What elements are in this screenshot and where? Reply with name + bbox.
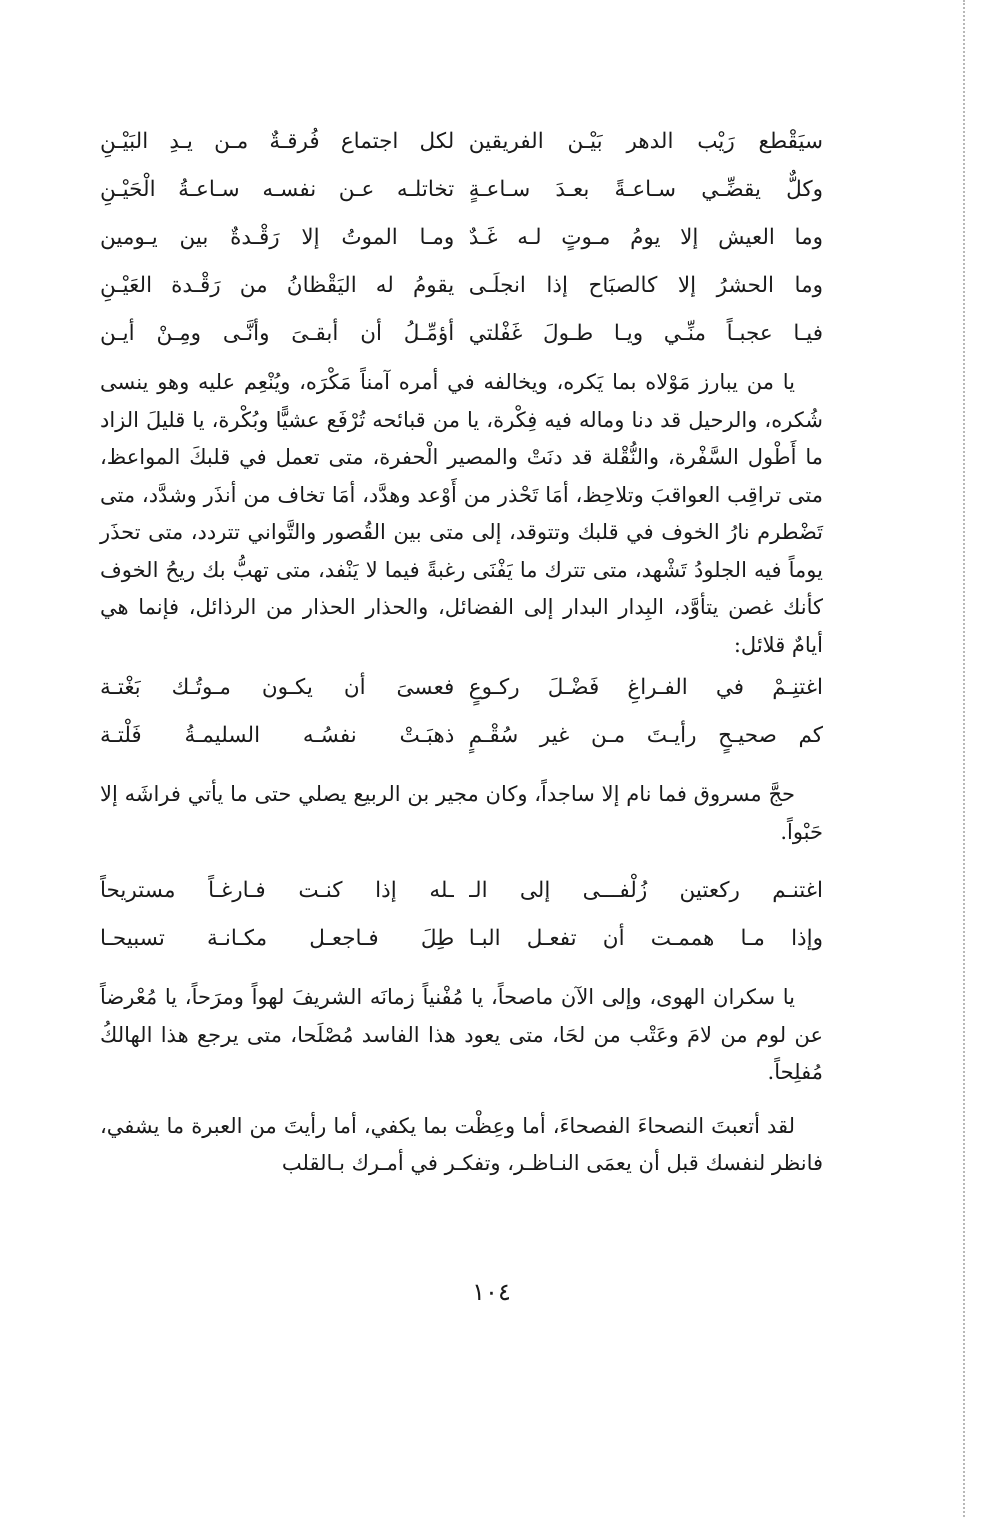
- spacer: [100, 1092, 823, 1108]
- verse-second-hemistich: يقومُ له اليَقْظانُ من رَقْـدة العَيْـنِ: [100, 273, 455, 298]
- verse-line: [100, 712, 823, 760]
- verse-first-hemistich: وإذا مـا هممـت أن تفعـل البـا: [468, 926, 823, 951]
- verse-line: [100, 166, 823, 214]
- verse-first-hemistich: وما العيش إلا يومُ مـوتٍ لـه غَـدٌ: [468, 225, 823, 250]
- spacer: [100, 760, 823, 776]
- verse-line: [100, 664, 823, 712]
- verse-first-hemistich: اغتنـم ركعتين زُلْفـــى إلى الـ: [468, 878, 823, 903]
- verse-second-hemistich: فعسىَ أن يكـون مـوتُـك بَغْتـة: [100, 675, 455, 700]
- prose-paragraph-3: يا سكران الهوى، وإلى الآن ماصحاً، يا مُفْنياً زمانَه الشريفَ لهواً ومرَحاً، يا مُعْرضاً عن لوم من لامَ وعَتْب من لحَا، متى يعود هذا الفاسد مُصْلَحا، متى يرجع هذا الهالكُ مُفلِحاً.: [100, 985, 823, 1084]
- verse-first-hemistich: وما الحشرُ إلا كالصبَاح إذا انجلَـى: [468, 273, 823, 298]
- page-number: ١٠٤: [472, 1278, 511, 1306]
- verse-line: [100, 867, 823, 915]
- verse-second-hemistich: لكل اجتماع فُرقـةٌ مـن يـدِ البَيْـنِ: [100, 129, 455, 154]
- poem-stanza-1: [100, 118, 823, 358]
- verse-line: [100, 214, 823, 262]
- verse-line: [100, 310, 823, 358]
- prose-paragraph-1: يا من يبارز مَوْلاه بما يَكره، ويخالفه في أمره آمناً مَكْرَه، ويُنْعِم عليه وهو ينسى شُكره، والرحيل قد دنا وماله فيه فِكْرة، يا من قبائحه تُرْفَع عشيًّا وبُكْرة، يا قليلَ الزاد ما أَطْول السَّفْرة، والنُّقْلة قد دنَتْ والمصير الْحفرة، متى تعمل في قلبكَ المواعظ، متى تراقِب العواقبَ وتلاحِظ، أمَا تَحْذر من أَوْعد وهدَّد، أمَا تخاف من أنذَر وشدَّد، متى تَضْطرم نارُ الخوف في قلبك وتتوقد، إلى متى بين القُصور والتَّواني تتردد، متى تحذَر يوماً فيه الجلودُ تَشْهد، متى تترك ما يَفْنَى رغبةً فيما لا يَنْفد، متى تهبُّ بك ريحُ الخوف كأنك غصن يتأوَّد، البِدار البدار إلى الفضائل، والحذار الحذار من الرذائل، فإنما هي أيامٌ قلائل:: [100, 370, 823, 657]
- verse-second-hemistich: ـله إذا كنـت فـارغـاً مستريحاً: [100, 878, 455, 903]
- verse-first-hemistich: سيَقْطع رَيْب الدهر بَيْـن الفريقين: [468, 129, 823, 154]
- verse-first-hemistich: فيـا عجبـاً منِّـي ويـا طـولَ غَفْلتي: [468, 321, 823, 346]
- verse-line: [100, 262, 823, 310]
- verse-second-hemistich: تخاتلـه عـن نفسـه سـاعـةُ الْحَيْـنِ: [100, 177, 455, 202]
- verse-second-hemistich: ومـا الموتُ إلا رَقْـدةٌ بين يـومين: [100, 225, 455, 250]
- poem-stanza-3: [100, 867, 823, 963]
- spacer: [100, 851, 823, 867]
- verse-second-hemistich: ذهبَـتْ نفسُـه السليمـةُ فَلْتـة: [100, 723, 455, 748]
- verse-second-hemistich: طِلَ فـاجعـل مكـانـة تسبيحـا: [100, 926, 455, 951]
- poem-stanza-2: [100, 664, 823, 760]
- verse-second-hemistich: أؤمِّـلُ أن أبقـىَ وأنَّـى ومِـنْ أيـن: [100, 321, 455, 346]
- verse-line: [100, 118, 823, 166]
- page-body: [100, 118, 823, 1183]
- prose-paragraph-4: لقد أتعبتَ النصحاءَ الفصحاءَ، أما وعِظْت بما يكفي، أما رأيتَ من العبرة ما يشفي، فانظر لنفسك قبل أن يعمَى النـاظـر، وتفكـر في أمـرك بـالقلب: [100, 1113, 823, 1175]
- verse-first-hemistich: كم صحيـحٍ رأيـتَ مـن غير سُقْـمٍ: [468, 723, 823, 748]
- verse-first-hemistich: وكلٌّ يقضِّـي سـاعـةً بعـدَ سـاعـةٍ: [468, 177, 823, 202]
- verse-line: [100, 915, 823, 963]
- spacer: [100, 963, 823, 979]
- verse-first-hemistich: اغتنِـمْ في الفـراغِ فَضْـلَ ركـوعٍ: [468, 675, 823, 700]
- prose-paragraph-2: حجَّ مسروق فما نام إلا ساجداً، وكان مجير بن الربيع يصلي حتى ما يأتي فراشَه إلا حَبْواً.: [100, 782, 823, 844]
